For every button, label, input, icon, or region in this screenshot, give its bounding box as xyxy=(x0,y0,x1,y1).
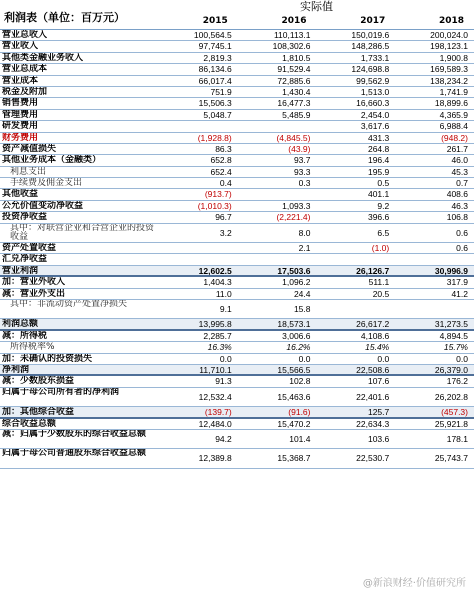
row-label: 综合收益总额 xyxy=(2,418,57,429)
table-row xyxy=(0,201,474,212)
value-cell: 1,430.4 xyxy=(282,86,311,97)
value-cell: 100,564.5 xyxy=(193,30,232,40)
value-cell: 0.0 xyxy=(456,353,468,364)
value-cell: 138,234.2 xyxy=(430,75,468,86)
row-label: 归属于母公司普通股东综合收益总额 xyxy=(2,449,147,459)
value-cell xyxy=(395,300,474,318)
table-row xyxy=(0,289,474,300)
table-row xyxy=(0,266,474,277)
value-cell: 196.4 xyxy=(367,155,390,166)
value-cell: 99,562.9 xyxy=(356,75,390,86)
value-cell: 15.4% xyxy=(365,342,390,353)
table-row xyxy=(0,407,474,418)
row-label: 营业成本 xyxy=(2,75,39,86)
table-row xyxy=(0,189,474,200)
value-cell: 4,365.9 xyxy=(439,109,468,120)
value-cell: 18,899.6 xyxy=(434,98,468,109)
table-row xyxy=(0,388,474,407)
value-cell: 0.3 xyxy=(298,178,311,189)
value-cell: 1,093.3 xyxy=(282,200,311,211)
row-label: 资产减值损失 xyxy=(2,143,57,154)
table-row xyxy=(0,64,474,75)
value-cell: 261.7 xyxy=(446,143,468,154)
value-cell: 13,995.8 xyxy=(198,319,232,330)
value-cell: 26,202.8 xyxy=(434,391,468,402)
value-cell: 178.1 xyxy=(446,433,468,444)
value-cell: 15,470.2 xyxy=(277,418,311,429)
value-cell: 2,285.7 xyxy=(203,330,232,341)
value-cell: 107.6 xyxy=(367,376,390,387)
row-label: 加：未确认的投资损失 xyxy=(2,353,93,364)
row-label: 管理费用 xyxy=(2,109,39,120)
value-cell: 106.8 xyxy=(446,212,468,223)
table-title: 利润表（单位：百万元） xyxy=(4,11,125,24)
table-row xyxy=(0,354,474,365)
value-cell: 0.6 xyxy=(456,227,468,238)
value-cell: 11.0 xyxy=(215,288,232,299)
value-cell: 0.5 xyxy=(377,178,390,189)
value-cell: 1,810.5 xyxy=(282,52,311,63)
row-label: 加：营业外收入 xyxy=(2,277,66,288)
value-cell: 176.2 xyxy=(446,376,468,387)
year-headers xyxy=(159,14,474,29)
value-cell: 317.9 xyxy=(446,277,468,288)
watermark: @新浪财经·价值研究所 xyxy=(362,578,466,589)
value-cell: 86.3 xyxy=(215,143,232,154)
table-row xyxy=(0,76,474,87)
row-label: 税金及附加 xyxy=(2,86,48,97)
value-cell: (91.6) xyxy=(288,407,311,418)
table-row xyxy=(0,53,474,64)
value-cell: 124,698.8 xyxy=(351,64,390,75)
table-row xyxy=(0,300,474,319)
table-row xyxy=(0,277,474,288)
value-cell: 86,134.6 xyxy=(198,64,232,75)
table-row xyxy=(0,30,474,41)
value-cell: 0.7 xyxy=(456,178,468,189)
year-header: 2017 xyxy=(360,16,386,26)
value-cell: 408.6 xyxy=(446,189,468,200)
row-label: 减：所得税 xyxy=(2,330,48,341)
table-row xyxy=(0,419,474,430)
value-cell xyxy=(159,121,238,131)
column-group-label: 实际值 xyxy=(300,0,333,13)
table-row xyxy=(0,87,474,98)
value-cell: 4,894.5 xyxy=(439,330,468,341)
value-cell: 24.4 xyxy=(293,288,311,299)
value-cell: 1,733.1 xyxy=(360,52,390,63)
value-cell: 511.1 xyxy=(368,277,390,288)
value-cell xyxy=(238,189,317,199)
value-cell: 15.7% xyxy=(443,342,468,353)
row-label: 营业收入 xyxy=(2,41,39,52)
table-row xyxy=(0,178,474,189)
value-cell: 169,589.3 xyxy=(430,64,468,75)
value-cell: 12,532.4 xyxy=(198,391,232,402)
value-cell: 91.3 xyxy=(215,376,232,387)
value-cell: 125.7 xyxy=(367,407,390,418)
row-label: 销售费用 xyxy=(2,98,39,109)
value-cell: (4,845.5) xyxy=(276,132,311,143)
value-cell xyxy=(159,254,238,264)
row-label: 研发费用 xyxy=(2,121,39,132)
row-label: 汇兑净收益 xyxy=(2,254,48,265)
year-header: 2015 xyxy=(202,16,228,26)
value-cell: 72,885.6 xyxy=(277,75,311,86)
value-cell: (913.7) xyxy=(204,189,232,200)
value-cell: 102.8 xyxy=(289,376,311,387)
year-header: 2018 xyxy=(438,16,464,26)
row-label: 其他业务成本（金融类） xyxy=(2,155,102,166)
value-cell: 12,602.5 xyxy=(198,265,232,276)
value-cell xyxy=(238,254,317,264)
row-label: 营业总收入 xyxy=(2,30,48,40)
value-cell: 46.3 xyxy=(451,200,468,211)
value-cell: (2,221.4) xyxy=(276,212,311,223)
value-cell: 96.7 xyxy=(215,212,232,223)
value-cell: 18,573.1 xyxy=(277,319,311,330)
value-cell: 66,017.4 xyxy=(198,75,232,86)
value-cell: 93.7 xyxy=(293,155,311,166)
value-cell: 0.0 xyxy=(219,353,232,364)
value-cell: (948.2) xyxy=(441,132,468,143)
value-cell: 30,996.9 xyxy=(434,265,468,276)
value-cell: 46.0 xyxy=(451,155,468,166)
value-cell: 22,508.6 xyxy=(356,364,390,375)
row-label: 营业总成本 xyxy=(2,64,48,75)
value-cell: 15,566.5 xyxy=(277,364,311,375)
row-label: 其中：对联营企业和合营企业的投资收益 xyxy=(10,223,155,242)
value-cell: 103.6 xyxy=(367,433,390,444)
value-cell: 3.2 xyxy=(219,227,232,238)
value-cell: (1.0) xyxy=(371,243,390,254)
table-row xyxy=(0,430,474,449)
value-cell: 0.6 xyxy=(456,243,468,254)
table-header xyxy=(0,0,474,30)
value-cell: 9.2 xyxy=(377,200,390,211)
value-cell: 264.8 xyxy=(367,143,390,154)
value-cell: (1,010.3) xyxy=(197,200,232,211)
value-cell: 16,477.3 xyxy=(277,98,311,109)
value-cell: 16,660.3 xyxy=(356,98,390,109)
value-cell xyxy=(317,300,396,318)
value-cell: 401.1 xyxy=(367,189,390,200)
row-label: 减：归属于少数股东的综合收益总额 xyxy=(2,429,147,439)
table-row xyxy=(0,144,474,155)
value-cell: 2.1 xyxy=(298,243,311,254)
row-label: 其他收益 xyxy=(2,189,39,200)
value-cell: 652.4 xyxy=(210,166,232,177)
value-cell: 1,741.9 xyxy=(439,86,468,97)
value-cell xyxy=(159,243,238,253)
value-cell xyxy=(238,121,317,131)
table-row xyxy=(0,121,474,132)
value-cell: 1,900.8 xyxy=(439,52,468,63)
table-row xyxy=(0,342,474,353)
row-label: 利润总额 xyxy=(2,319,39,329)
value-cell: 396.6 xyxy=(367,212,390,223)
row-label: 利息支出 xyxy=(10,166,47,177)
value-cell: 12,389.8 xyxy=(198,453,232,464)
value-cell: 0.0 xyxy=(377,353,390,364)
value-cell: 2,819.3 xyxy=(203,52,232,63)
table-row xyxy=(0,243,474,254)
row-label: 投资净收益 xyxy=(2,212,48,223)
value-cell: 25,921.8 xyxy=(434,418,468,429)
row-label: 公允价值变动净收益 xyxy=(2,200,84,211)
value-cell: 652.8 xyxy=(210,155,232,166)
value-cell: 2,454.0 xyxy=(360,109,390,120)
value-cell: 1,513.0 xyxy=(360,86,390,97)
value-cell: 3,617.6 xyxy=(360,121,390,132)
value-cell: (139.7) xyxy=(204,407,232,418)
value-cell: 4,108.6 xyxy=(360,330,390,341)
value-cell: 0.0 xyxy=(298,353,311,364)
value-cell: 16.3% xyxy=(207,342,232,353)
value-cell: (43.9) xyxy=(288,143,311,154)
value-cell: 97,745.1 xyxy=(198,41,232,52)
row-label: 手续费及佣金支出 xyxy=(10,178,83,189)
value-cell: 148,286.5 xyxy=(351,41,390,52)
value-cell: 25,743.7 xyxy=(434,453,468,464)
value-cell: 22,530.7 xyxy=(356,453,390,464)
value-cell: 6.5 xyxy=(377,227,390,238)
value-cell: 31,273.5 xyxy=(434,319,468,330)
value-cell: 26,126.7 xyxy=(356,265,390,276)
row-label: 营业利润 xyxy=(2,265,39,276)
value-cell: 431.3 xyxy=(367,132,390,143)
header-columns xyxy=(159,0,474,29)
row-label: 财务费用 xyxy=(2,132,39,143)
table-row xyxy=(0,319,474,330)
value-cell: 16.2% xyxy=(286,342,311,353)
value-cell: 11,710.1 xyxy=(199,364,232,375)
value-cell: 110,113.1 xyxy=(273,30,311,40)
table-row xyxy=(0,167,474,178)
value-cell: 41.2 xyxy=(451,288,468,299)
value-cell: 108,302.6 xyxy=(272,41,311,52)
table-row xyxy=(0,224,474,243)
value-cell xyxy=(395,254,474,264)
value-cell: 198,123.1 xyxy=(430,41,468,52)
value-cell: 45.3 xyxy=(451,166,468,177)
value-cell: (457.3) xyxy=(441,407,468,418)
row-label: 净利润 xyxy=(2,364,30,375)
value-cell: 5,048.7 xyxy=(203,109,232,120)
value-cell: 3,006.6 xyxy=(282,330,311,341)
table-row xyxy=(0,331,474,342)
value-cell: 150,019.6 xyxy=(351,30,390,40)
table-row xyxy=(0,254,474,265)
value-cell: 8.0 xyxy=(298,227,311,238)
value-cell: 15,463.6 xyxy=(277,391,311,402)
table-row xyxy=(0,365,474,376)
value-cell: (1,928.8) xyxy=(197,132,232,143)
table-body xyxy=(0,30,474,469)
value-cell: 26,617.2 xyxy=(356,319,390,330)
value-cell: 93.3 xyxy=(293,166,311,177)
row-label: 减：营业外支出 xyxy=(2,288,66,299)
row-label: 加：其他综合收益 xyxy=(2,407,75,417)
value-cell: 751.9 xyxy=(210,86,232,97)
value-cell: 195.9 xyxy=(367,166,390,177)
value-cell: 12,484.0 xyxy=(198,418,232,429)
value-cell: 200,024.0 xyxy=(430,30,468,40)
value-cell xyxy=(317,254,396,264)
value-cell: 26,379.0 xyxy=(434,364,468,375)
row-label: 归属于母公司所有者的净利润 xyxy=(2,387,120,397)
row-label: 资产处置收益 xyxy=(2,243,57,254)
value-cell: 22,634.3 xyxy=(356,418,390,429)
table-row xyxy=(0,133,474,144)
table-row xyxy=(0,110,474,121)
value-cell: 6,988.4 xyxy=(439,121,468,132)
table-row xyxy=(0,376,474,387)
table-row xyxy=(0,155,474,166)
value-cell: 101.4 xyxy=(289,433,311,444)
value-cell: 20.5 xyxy=(372,288,390,299)
value-cell: 15,368.7 xyxy=(277,453,311,464)
value-cell: 15,506.3 xyxy=(198,98,232,109)
table-row xyxy=(0,449,474,468)
row-label: 其中：非流动资产处置净损失 xyxy=(10,299,128,309)
value-cell: 0.4 xyxy=(219,178,232,189)
value-cell: 5,485.9 xyxy=(282,109,311,120)
table-row xyxy=(0,98,474,109)
value-cell: 1,096.2 xyxy=(282,277,311,288)
value-cell: 22,401.6 xyxy=(356,391,390,402)
row-label: 其他类金融业务收入 xyxy=(2,52,84,63)
value-cell: 9.1 xyxy=(219,303,232,314)
row-label: 所得税率% xyxy=(10,342,55,353)
value-cell: 17,503.6 xyxy=(277,265,311,276)
table-row xyxy=(0,41,474,52)
year-header: 2016 xyxy=(281,16,307,26)
value-cell: 91,529.4 xyxy=(277,64,311,75)
value-cell: 1,404.3 xyxy=(203,277,232,288)
value-cell: 15.8 xyxy=(293,303,311,314)
value-cell: 94.2 xyxy=(215,433,232,444)
table-row xyxy=(0,212,474,223)
row-label: 减：少数股东损益 xyxy=(2,376,75,387)
